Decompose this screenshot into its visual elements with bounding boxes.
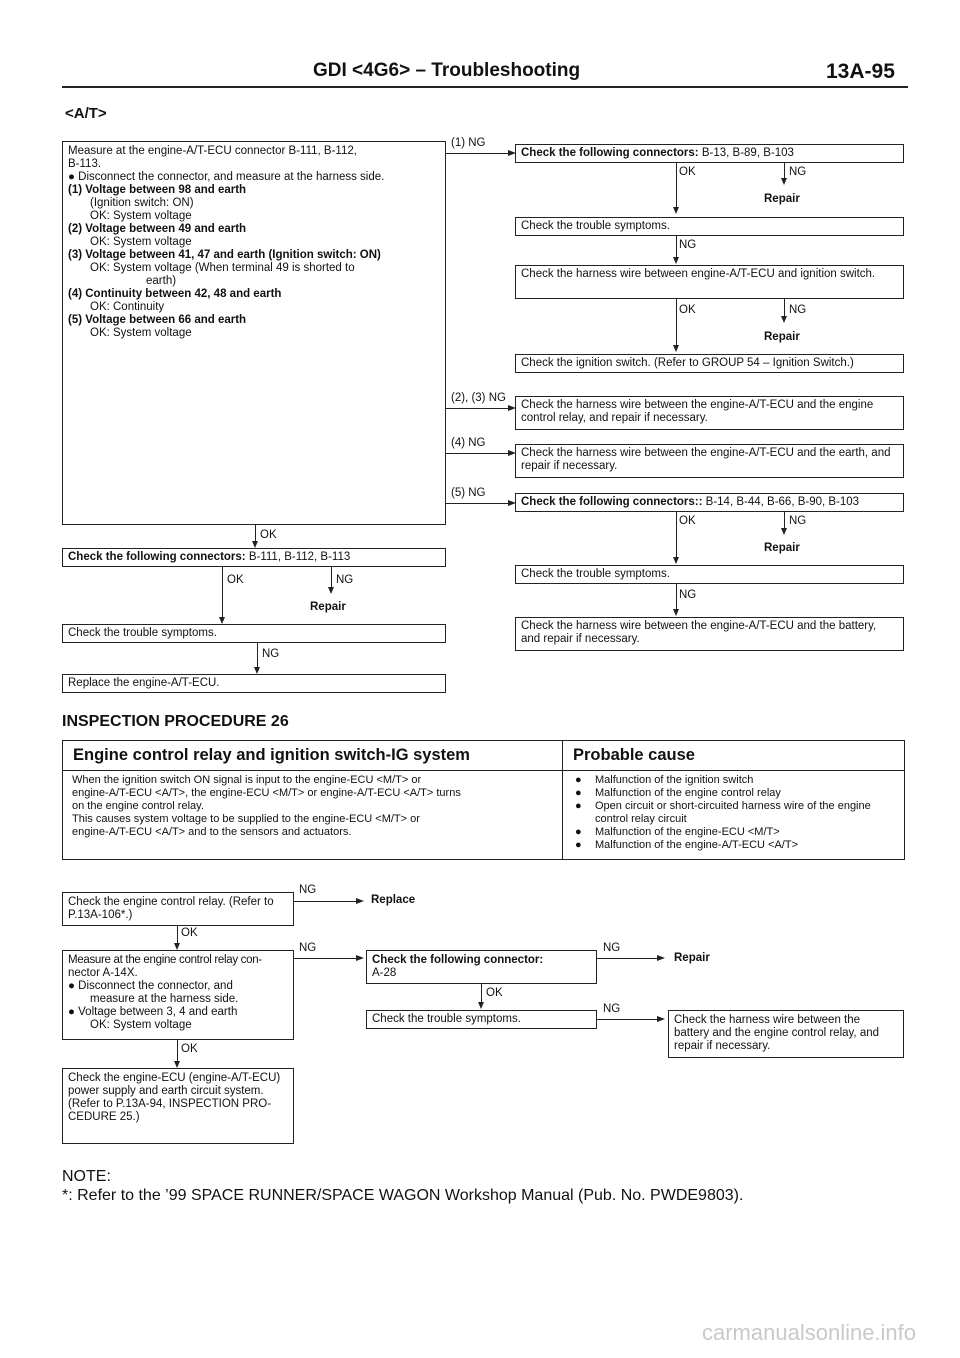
ng-label: NG	[262, 648, 280, 660]
flow-line	[331, 567, 332, 589]
body-line: This causes system voltage to be supplied to the engine-ECU <M/T> or	[72, 813, 420, 825]
connector-line	[597, 958, 659, 959]
check-harness-ignition-box	[515, 265, 904, 299]
check-trouble-symptoms-box-1	[515, 217, 904, 236]
step-line: Measure at the engine control relay con-	[68, 954, 262, 966]
ng-label: NG	[789, 166, 807, 178]
step-line: OK: System voltage (When terminal 49 is shorted to	[90, 262, 355, 274]
box-text: Check the ignition switch. (Refer to GROUP 54 – Ignition Switch.)	[521, 357, 854, 369]
box-text: Check the trouble symptoms.	[521, 568, 670, 580]
flow-line	[784, 299, 785, 317]
step-line: (2) Voltage between 49 and earth	[68, 223, 247, 235]
flow-line	[676, 236, 677, 258]
box-text: Check the harness wire between the engine-A/T-ECU and the engine control relay, and repair if necessary.	[521, 399, 874, 424]
cause-item: ● Malfunction of the engine-ECU <M/T>	[575, 826, 780, 838]
ng-label: NG	[679, 239, 697, 251]
box-text: Replace the engine-A/T-ECU.	[68, 677, 220, 689]
step-line: OK: System voltage	[90, 327, 192, 339]
box-text: B-14, B-44, B-66, B-90, B-103	[702, 496, 860, 508]
arrow-down-icon	[478, 1002, 484, 1009]
repair-label: Repair	[764, 542, 800, 554]
arrow-down-icon	[673, 609, 679, 616]
cause-item: ● Malfunction of the engine control relay	[575, 787, 781, 799]
flow-line	[177, 926, 178, 944]
arrow-down-icon	[781, 316, 787, 323]
flow-line	[177, 1040, 178, 1063]
branch-label-23: (2), (3) NG	[451, 392, 506, 404]
step-line: Measure at the engine-A/T-ECU connector B-111, B-112,	[68, 145, 357, 157]
flow-line	[676, 299, 677, 346]
watermark: carmanualsonline.info	[702, 1320, 917, 1345]
arrow-down-icon	[673, 257, 679, 264]
arrow-down-icon	[673, 345, 679, 352]
check-harness-earth-box	[515, 444, 904, 478]
note-text: *: Refer to the ’99 SPACE RUNNER/SPACE WAGON Workshop Manual (Pub. No. PWDE9803).	[62, 1187, 744, 1204]
step-line: (3) Voltage between 41, 47 and earth (Ignition switch: ON)	[68, 249, 381, 261]
box-text: Check the harness wire between engine-A/T-ECU and ignition switch.	[521, 268, 876, 280]
step-line: (4) Continuity between 42, 48 and earth	[68, 288, 282, 300]
header-rule	[62, 86, 908, 88]
arrow-down-icon	[174, 1061, 180, 1068]
step-line: ● Voltage between 3, 4 and earth	[68, 1006, 238, 1018]
box-text: Check the trouble symptoms.	[68, 627, 217, 639]
flow-line	[222, 567, 223, 619]
repair-label: Repair	[764, 193, 800, 205]
arrow-right-icon	[657, 955, 665, 961]
body-line: on the engine control relay.	[72, 800, 204, 812]
box-text: Check the trouble symptoms.	[521, 220, 670, 232]
ng-label: NG	[789, 515, 807, 527]
step-line: measure at the harness side.	[90, 993, 239, 1005]
check-harness-engine-relay-box	[515, 396, 904, 430]
probable-cause-table	[62, 740, 905, 860]
step-line: OK: System voltage	[90, 1019, 192, 1031]
ok-label: OK	[679, 515, 696, 527]
flow-line	[481, 984, 482, 1003]
cause-item: ● Open circuit or short-circuited harness wire of the engine control relay circuit	[575, 800, 871, 825]
check-trouble-symptoms-box-4	[366, 1010, 597, 1029]
ok-label: OK	[679, 304, 696, 316]
arrow-down-icon	[673, 557, 679, 564]
flow-line	[257, 643, 258, 668]
ng-label: NG	[336, 574, 354, 586]
ok-label: OK	[486, 987, 503, 999]
check-connectors-box-3	[62, 548, 446, 567]
body-line: engine-A/T-ECU <A/T>, the engine-ECU <M/T> or engine-A/T-ECU <A/T> turns	[72, 787, 461, 799]
arrow-right-icon	[356, 955, 364, 961]
box-text: Check the harness wire between the engine-A/T-ECU and the battery, and repair if necessary.	[521, 620, 877, 645]
arrow-down-icon	[219, 617, 225, 624]
box-text: Check the harness wire between the battery and the engine control relay, and repair if necessary.	[674, 1014, 880, 1052]
check-ignition-switch-box	[515, 354, 904, 373]
arrow-down-icon	[781, 528, 787, 535]
step-line: OK: System voltage	[90, 236, 192, 248]
step-line: B-113.	[68, 158, 102, 170]
connector-line	[446, 408, 509, 409]
replace-ecu-box	[62, 674, 446, 693]
step-line: (Ignition switch: ON)	[90, 197, 194, 209]
arrow-down-icon	[174, 943, 180, 950]
check-trouble-symptoms-box-2	[515, 565, 904, 584]
repair-label: Repair	[310, 601, 346, 613]
table-divider-h	[63, 770, 904, 771]
ng-label: NG	[603, 1003, 621, 1015]
ok-label: OK	[181, 1043, 198, 1055]
ng-label: NG	[679, 589, 697, 601]
box-text: A-28	[372, 967, 397, 979]
check-harness-battery-relay-box	[668, 1010, 904, 1058]
flow-line	[676, 584, 677, 610]
branch-label-4: (4) NG	[451, 437, 486, 449]
connector-line	[294, 901, 358, 902]
arrow-down-icon	[328, 587, 334, 594]
step-line: ● Disconnect the connector, and	[68, 980, 233, 992]
flow-line	[676, 163, 677, 209]
body-line: When the ignition switch ON signal is input to the engine-ECU <M/T> or	[72, 774, 422, 786]
ok-label: OK	[679, 166, 696, 178]
check-trouble-symptoms-box-3	[62, 624, 446, 643]
table-left-header: Engine control relay and ignition switch-IG system	[73, 746, 470, 764]
box-bold-text: Check the following connectors::	[521, 496, 703, 508]
step-line: ● Disconnect the connector, and measure at the harness side.	[68, 171, 385, 183]
check-harness-battery-box	[515, 617, 904, 651]
ok-label: OK	[227, 574, 244, 586]
measure-relay-connector-box	[62, 950, 294, 1040]
inspection-title: INSPECTION PROCEDURE 26	[62, 713, 289, 730]
table-cause-list	[575, 774, 897, 852]
connector-line	[294, 958, 358, 959]
arrow-down-icon	[673, 207, 679, 214]
repair-label: Repair	[674, 952, 710, 964]
ok-label: OK	[260, 529, 277, 541]
arrow-down-icon	[781, 178, 787, 185]
box-text: Check the engine-ECU (engine-A/T-ECU) power supply and earth circuit system. (Refer to P.13A-94, INSPECTION PRO-CEDURE 25.)	[68, 1072, 281, 1123]
replace-label: Replace	[371, 894, 416, 906]
box-text: B-13, B-89, B-103	[698, 147, 794, 159]
flow-line	[255, 525, 256, 542]
check-connectors-box-2	[515, 493, 904, 512]
box-bold-text: Check the following connector:	[372, 954, 544, 966]
ng-label: NG	[789, 304, 807, 316]
ng-label: NG	[603, 942, 621, 954]
connector-line	[597, 1019, 659, 1020]
arrow-down-icon	[252, 541, 258, 548]
body-line: engine-A/T-ECU <A/T> and to the sensors and actuators.	[72, 826, 352, 838]
step-line: OK: Continuity	[90, 301, 165, 313]
measure-ecu-connector-box	[62, 141, 446, 525]
table-divider-v	[562, 741, 563, 859]
table-left-body	[72, 774, 461, 839]
arrow-down-icon	[254, 667, 260, 674]
box-bold-text: Check the following connectors:	[68, 551, 246, 563]
document-title: GDI <4G6> – Troubleshooting	[313, 60, 581, 81]
ng-label: NG	[299, 884, 317, 896]
box-bold-text: Check the following connectors:	[521, 147, 699, 159]
cause-item: ● Malfunction of the ignition switch	[575, 774, 754, 786]
table-right-header: Probable cause	[573, 746, 695, 764]
cause-item: ● Malfunction of the engine-A/T-ECU <A/T>	[575, 839, 798, 851]
arrow-right-icon	[356, 898, 364, 904]
flow-line	[784, 512, 785, 529]
connector-line	[446, 503, 509, 504]
box-text: Check the trouble symptoms.	[372, 1013, 521, 1025]
step-line: earth)	[146, 275, 177, 287]
ok-label: OK	[181, 927, 198, 939]
step-line: (5) Voltage between 66 and earth	[68, 314, 247, 326]
connector-line	[446, 453, 509, 454]
step-line: (1) Voltage between 98 and earth	[68, 184, 247, 196]
repair-label: Repair	[764, 331, 800, 343]
box-text: B-111, B-112, B-113	[245, 551, 351, 563]
check-connectors-box-1	[515, 144, 904, 163]
check-ecu-power-supply-box	[62, 1068, 294, 1144]
page-number: 13A-95	[826, 60, 895, 83]
section-label: <A/T>	[65, 105, 107, 122]
step-line: OK: System voltage	[90, 210, 192, 222]
ng-label: NG	[299, 942, 317, 954]
branch-label-5: (5) NG	[451, 487, 486, 499]
check-connector-a28-box	[366, 950, 597, 984]
check-engine-relay-box	[62, 892, 294, 926]
arrow-right-icon	[657, 1016, 665, 1022]
note-label: NOTE:	[62, 1168, 111, 1185]
flow-line	[676, 512, 677, 558]
branch-label-1: (1) NG	[451, 137, 486, 149]
step-line: nector A-14X.	[68, 967, 138, 979]
box-text: Check the engine control relay. (Refer to P.13A-106*.)	[68, 896, 274, 921]
box-text: Check the harness wire between the engine-A/T-ECU and the earth, and repair if necessary.	[521, 447, 891, 472]
connector-line	[446, 153, 509, 154]
